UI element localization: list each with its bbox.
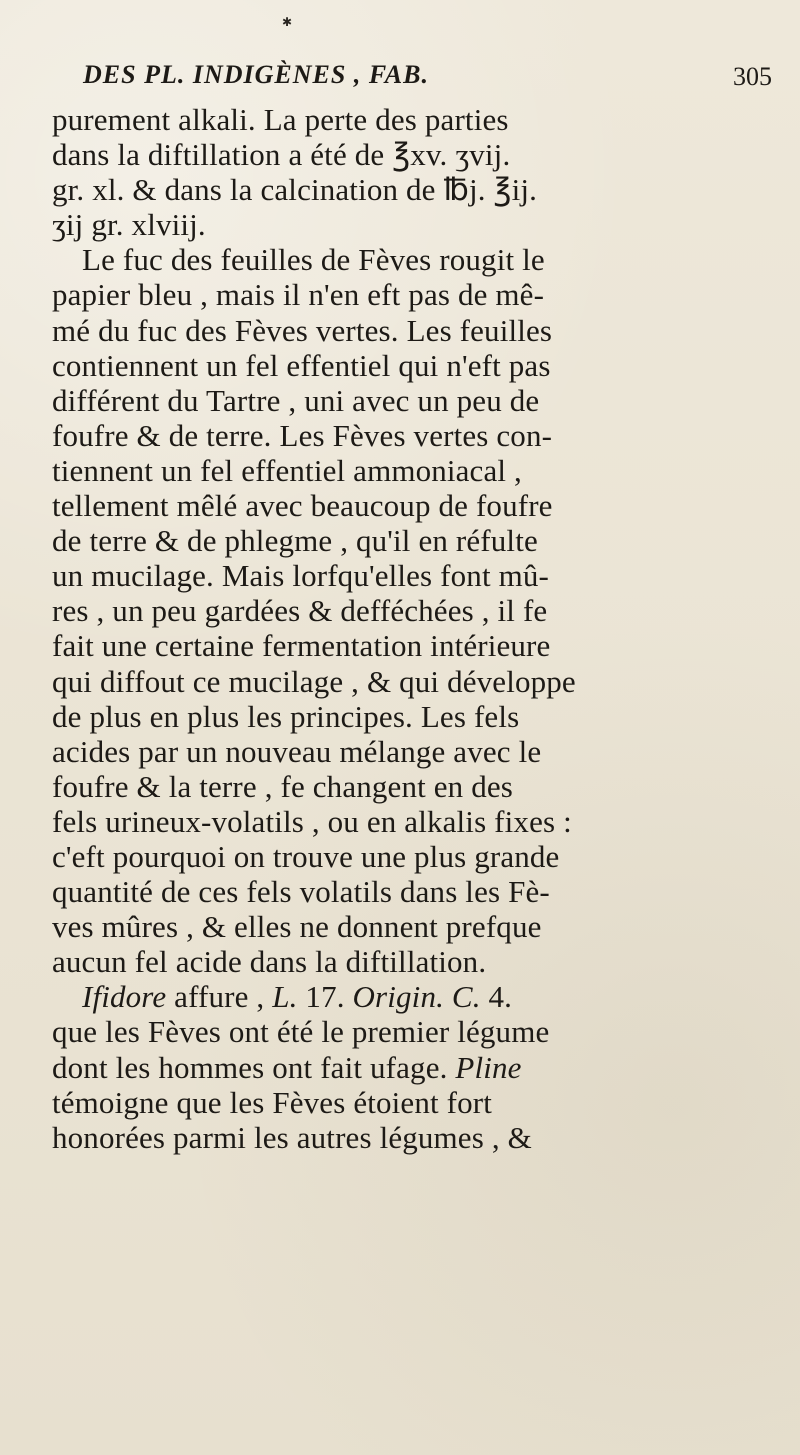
text-segment: fait une certaine fermentation intérieure [52, 628, 551, 664]
text-line [52, 593, 786, 628]
text-line [52, 137, 786, 172]
text-segment: quantité de ces fels volatils dans les Fè- [52, 874, 550, 910]
italic-text-segment: Origin. C. [352, 979, 481, 1015]
text-line [52, 664, 786, 699]
text-segment: acides par un nouveau mélange avec le [52, 733, 542, 769]
text-line [52, 172, 786, 207]
text-segment: de plus en plus les principes. Les fels [52, 698, 520, 734]
text-segment: foufre & la terre , fe changent en des [52, 768, 513, 804]
text-line [52, 207, 786, 242]
text-segment: tiennent un fel effentiel ammoniacal , [52, 452, 522, 488]
text-segment: 4. [480, 979, 513, 1015]
text-line [52, 277, 786, 312]
text-line [52, 769, 786, 804]
text-line [52, 453, 786, 488]
text-line [52, 1050, 786, 1085]
text-segment: gr. xl. & dans la calcination de ℔j. ℥ij. [52, 172, 538, 208]
text-line [52, 523, 786, 558]
text-segment: ves mûres , & elles ne donnent prefque [52, 909, 542, 945]
text-segment: un mucilage. Mais lorfqu'elles font mû- [52, 558, 549, 594]
text-segment: témoigne que les Fèves étoient fort [52, 1084, 492, 1120]
text-line [52, 488, 786, 523]
running-title: DES PL. INDIGÈNES , FAB. [83, 60, 429, 89]
text-line [52, 383, 786, 418]
text-line [52, 874, 786, 909]
text-line [52, 1120, 786, 1155]
text-line [52, 242, 786, 277]
text-segment: 17. [297, 979, 353, 1015]
text-segment: papier bleu , mais il n'en eft pas de mê- [52, 277, 545, 313]
text-line [52, 979, 786, 1014]
text-segment: contiennent un fel effentiel qui n'eft pas [52, 347, 551, 383]
text-segment: que les Fèves ont été le premier légume [52, 1014, 550, 1050]
text-segment: Le fuc des feuilles de Fèves rougit le [82, 242, 545, 278]
text-segment: tellement mêlé avec beaucoup de foufre [52, 488, 553, 524]
text-line [52, 1085, 786, 1120]
text-segment: ʒij gr. xlviij. [52, 207, 206, 243]
italic-text-segment: L. [272, 979, 298, 1015]
text-segment: purement alkali. La perte des parties [52, 102, 509, 137]
text-segment: dans la diftillation a été de ℥xv. ʒvij. [52, 137, 511, 173]
text-segment: différent du Tartre , uni avec un peu de [52, 382, 540, 418]
text-line [52, 1014, 786, 1049]
text-segment: dont les hommes ont fait ufage. [52, 1049, 456, 1085]
text-segment: fels urineux-volatils , ou en alkalis fixes : [52, 803, 572, 839]
text-segment: affure , [166, 979, 273, 1015]
text-segment: qui diffout ce mucilage , & qui développe [52, 663, 576, 699]
italic-text-segment: Pline [455, 1049, 522, 1085]
text-line [52, 699, 786, 734]
text-line [52, 734, 786, 769]
text-line [52, 839, 786, 874]
text-line [52, 102, 786, 137]
body-text [52, 102, 786, 1155]
text-line [52, 558, 786, 593]
text-segment: c'eft pourquoi on trouve une plus grande [52, 838, 560, 874]
text-segment: aucun fel acide dans la diftillation. [52, 944, 487, 980]
text-line [52, 418, 786, 453]
text-segment: mé du fuc des Fèves vertes. Les feuilles [52, 312, 553, 348]
text-segment: de terre & de phlegme , qu'il en réfulte [52, 523, 538, 559]
text-line [52, 804, 786, 839]
text-line [52, 313, 786, 348]
text-segment: honorées parmi les autres légumes , & [52, 1119, 532, 1155]
text-segment: foufre & de terre. Les Fèves vertes con- [52, 417, 553, 453]
italic-text-segment: Ifidore [82, 979, 167, 1015]
text-line [52, 348, 786, 383]
ornament-mark: ✱ [282, 15, 293, 29]
text-line [52, 909, 786, 944]
text-segment: res , un peu gardées & defféchées , il fe [52, 593, 548, 629]
page-number: 305 [733, 62, 772, 91]
text-line [52, 628, 786, 663]
text-line [52, 944, 786, 979]
